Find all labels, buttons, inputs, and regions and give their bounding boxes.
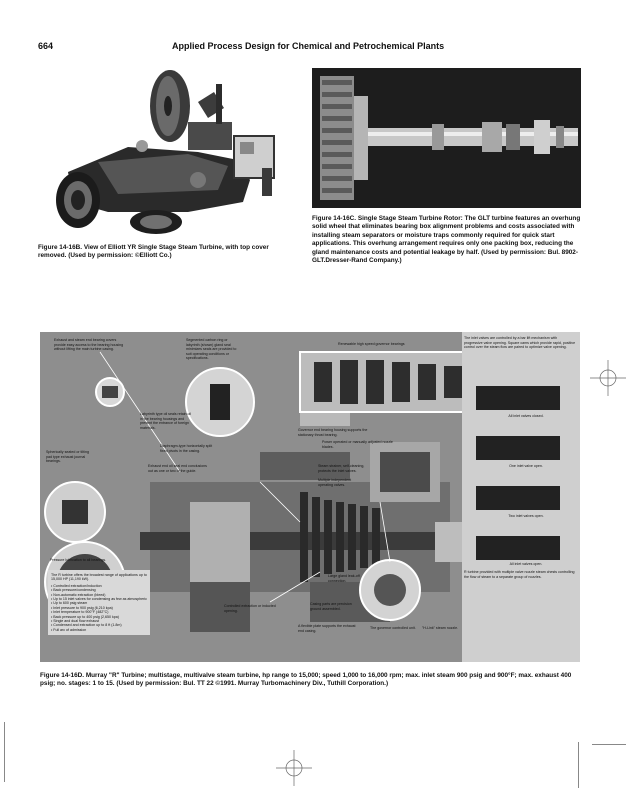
side-note-two-open: Two inlet valves open. bbox=[508, 514, 544, 518]
crop-mark-right-b bbox=[592, 744, 626, 745]
callout-pressure-lubrication: Pressure lubrication to all bearings. bbox=[50, 558, 107, 562]
turbine-photo-illustration bbox=[38, 62, 290, 240]
figure-14-16b-caption bbox=[38, 244, 286, 261]
registration-mark-right bbox=[590, 360, 626, 396]
figure-14-16b-label: Figure 14-16B. bbox=[38, 244, 83, 251]
side-note-all-open: All inlet valves open. bbox=[509, 562, 543, 566]
callout-diaphragm: Diaphragm-type horizontally split fixed pivots in the casing. bbox=[160, 444, 213, 453]
crop-mark-right-a bbox=[578, 742, 579, 788]
figure-14-16d-diagram bbox=[40, 332, 580, 662]
callout-extraction-opening: Controlled extraction or inducted opening. bbox=[224, 604, 276, 613]
callout-gland-leakoff: Large gland leak-off connection. bbox=[328, 574, 360, 583]
callout-casing-parts: Casing parts are precision ground assembled. bbox=[310, 602, 352, 611]
spec-item: • Single and dual flow exhaust bbox=[51, 619, 100, 624]
spec-item: • Inlet pressure to 900 psig (6,210 kpa) bbox=[51, 605, 113, 610]
callout-labyrinth-seals: Labyrinth type oil seals retain oil in the bearing housings and prevent the entrance of foreign materials. bbox=[140, 412, 192, 430]
registration-mark-bottom bbox=[276, 750, 312, 786]
callout-journal-bearings: Spherically seated or tilting pad type exhaust journal bearings. bbox=[46, 450, 89, 463]
spec-item: • Up to 600 psig steam bbox=[51, 601, 88, 606]
figure-14-16c-label: Figure 14-16C. bbox=[312, 215, 357, 222]
spec-item: • Condensed and extraction up to 8 ft (1.8m) bbox=[51, 623, 122, 628]
crop-mark-left bbox=[4, 722, 5, 782]
callout-flexible-plate: A flexible plate supports the exhaust end casing. bbox=[298, 624, 356, 633]
spec-item: • Inlet temperature to 900°F (482°C) bbox=[51, 610, 109, 615]
callout-bearing-covers: Exhaust and steam end bearing covers provide easy access to the bearing housing without lifting the main turbine casing. bbox=[54, 338, 124, 351]
figure-14-16d-label: Figure 14-16D. bbox=[40, 672, 85, 679]
callout-gland-seal: Segmented carbon ring or labyrinth (shown) gland seal minimizes seals are provided to suit operating conditions or specifications. bbox=[186, 338, 237, 360]
callout-thrust-bearing: Governor end bearing housing supports the stationary thrust bearing. bbox=[298, 428, 368, 437]
side-note-all-closed: All inlet valves closed. bbox=[508, 414, 544, 418]
figure-14-16d-text: Murray "R" Turbine; multistage, multivalve steam turbine, hp range to 15,000; speed 1,000 to 16,000 rpm; max. inlet steam 900 psig and 900°F; max. exhaust 400 psig; no. stages: 1 to 15. (Used by permission: Bul. TT 22 ©1991. Murray Turbomachinery Div., Tuthill Corporation.) bbox=[40, 672, 572, 688]
spec-intro: The R turbine offers the broadest range of applications up to 15,000 HP (11,190 kW). bbox=[51, 573, 147, 582]
callout-exhaust-oil-seal: Exhaust end oil seal end conclusions out as one or two of the guide. bbox=[148, 464, 207, 473]
side-note-one-open: One inlet valve open. bbox=[509, 464, 543, 468]
figure-14-16c-caption bbox=[312, 215, 582, 265]
spec-item: • Controlled extraction/induction bbox=[51, 583, 102, 588]
spec-item: • Non-automatic extraction (bleed) bbox=[51, 592, 106, 597]
figure-14-16b-text: View of Elliott YR Single Stage Steam Turbine, with top cover removed. (Used by permission: ©Elliott Co.) bbox=[38, 244, 269, 260]
spec-item: • Back pressure/condensing bbox=[51, 588, 96, 593]
figure-14-16d-caption bbox=[40, 672, 582, 689]
spec-box bbox=[48, 570, 150, 635]
page-number: 664 bbox=[38, 41, 54, 51]
running-title: Applied Process Design for Chemical and Petrochemical Plants bbox=[172, 41, 445, 51]
callout-governor-bearings: Renewable high speed governor bearings bbox=[338, 342, 405, 346]
callout-valve-nozzle-chests: R turbine provided with multiple valve nozzle steam chests controlling the flow of steam to a separate group of nozzles. bbox=[464, 570, 575, 579]
rotor-photo-illustration bbox=[312, 68, 581, 208]
callout-h-link-nozzle: "H-Link" steam nozzle. bbox=[422, 626, 459, 630]
side-note-inlet-valves: The inlet valves are controlled by a bar lift mechanism with progressive valve opening. Square cams which provide rapid, positive control over the steam flow are paired to optimize valve opening. bbox=[464, 336, 576, 349]
callout-governor-unit: The governor controlled unit. bbox=[370, 626, 416, 630]
figure-14-16c-photo bbox=[312, 68, 581, 208]
spec-item: • Full arc of admission bbox=[51, 627, 87, 632]
callout-steam-strainer: Steam strainer, self-cleaning, protects the inlet valves. bbox=[318, 464, 365, 473]
callout-nozzle-blades: Power operated or manually adjusted nozzle blades. bbox=[322, 440, 393, 449]
callout-operating-valves: Multiple independent operating valves. bbox=[318, 478, 352, 487]
figure-14-16c-text: Single Stage Steam Turbine Rotor: The GLT turbine features an overhung solid wheel that eliminates bearing box alignment problems and costs associated with installing steam separators or moisture traps commonly required for quick start applications. This overhung arrangement requires only one packing box, reducing the gland maintenance costs and potential leakage by half. (Used by permission: Bul. 8902-GLT.Dresser-Rand Company.) bbox=[312, 215, 581, 265]
spec-item: • Up to 15 inlet valves for condensing as few as atmospheric bbox=[51, 597, 147, 602]
figure-14-16b-photo bbox=[38, 62, 290, 240]
spec-item: • Back pressure up to 400 psig (2,650 kpa) bbox=[51, 614, 119, 619]
